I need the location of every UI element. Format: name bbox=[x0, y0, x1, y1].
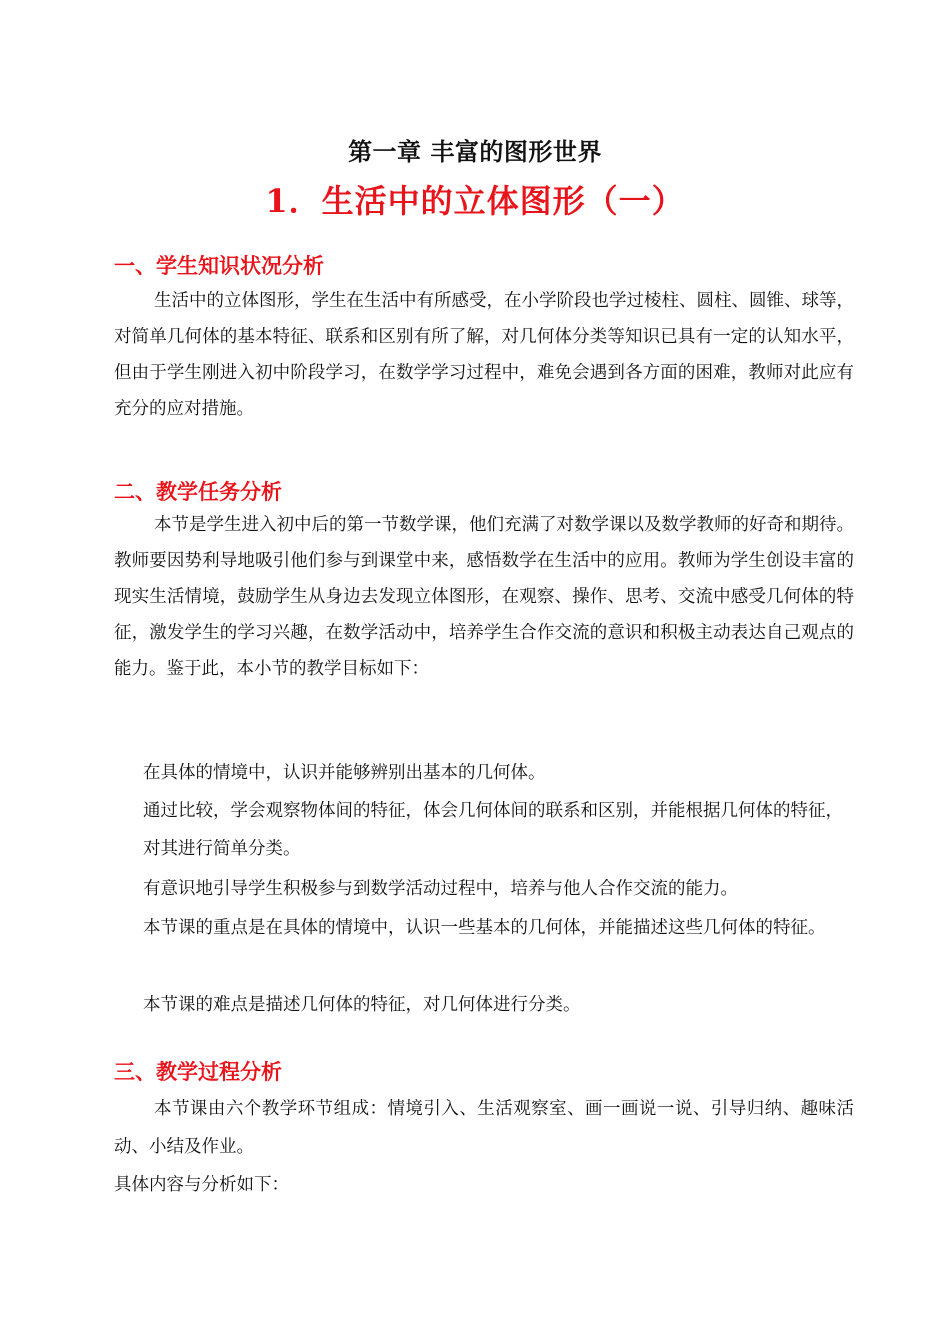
teaching-goal-3: 有意识地引导学生积极参与到数学活动过程中，培养与他人合作交流的能力。 bbox=[143, 879, 738, 899]
student-analysis-paragraph: 生活中的立体图形，学生在生活中有所感受，在小学阶段也学过棱柱、圆柱、圆锥、球等，对简单几何体的基本特征、联系和区别有所了解，对几何体分类等知识已具有一定的认知水平，但由于学生刚进入初中阶段学习，在数学学习过程中，难免会遇到各方面的困难，教师对此应有充分的应对措施。 bbox=[114, 291, 854, 419]
key-point-paragraph: 本节课的重点是在具体的情境中，认识一些基本的几何体，并能描述这些几何体的特征。 bbox=[143, 918, 826, 938]
difficulty-paragraph: 本节课的难点是描述几何体的特征，对几何体进行分类。 bbox=[143, 995, 581, 1015]
section-heading-process-analysis: 三、教学过程分析 bbox=[114, 1059, 282, 1084]
lesson-title: 1．生活中的立体图形（一） bbox=[265, 182, 685, 220]
section-heading-task-analysis: 二、教学任务分析 bbox=[114, 479, 282, 504]
section-heading-student-analysis: 一、学生知识状况分析 bbox=[114, 253, 324, 278]
task-analysis-paragraph: 本节是学生进入初中后的第一节数学课，他们充满了对数学课以及数学教师的好奇和期待。教师要因势利导地吸引他们参与到课堂中来，感悟数学在生活中的应用。教师为学生创设丰富的现实生活情境，鼓励学生从身边去发现立体图形，在观察、操作、思考、交流中感受几何体的特征，激发学生的学习兴趣，在数学活动中，培养学生合作交流的意识和积极主动表达自己观点的能力。鉴于此，本小节的教学目标如下： bbox=[114, 515, 854, 679]
teaching-goal-1: 在具体的情境中，认识并能够辨别出基本的几何体。 bbox=[143, 763, 546, 783]
teaching-goal-2: 通过比较，学会观察物体间的特征，体会几何体间的联系和区别，并能根据几何体的特征，对其进行简单分类。 bbox=[143, 801, 843, 859]
detail-intro-line: 具体内容与分析如下： bbox=[114, 1175, 289, 1195]
process-analysis-paragraph: 本节课由六个教学环节组成：情境引入、生活观察室、画一画说一说、引导归纳、趣味活动、小结及作业。 bbox=[114, 1099, 854, 1157]
chapter-title: 第一章 丰富的图形世界 bbox=[348, 137, 602, 166]
